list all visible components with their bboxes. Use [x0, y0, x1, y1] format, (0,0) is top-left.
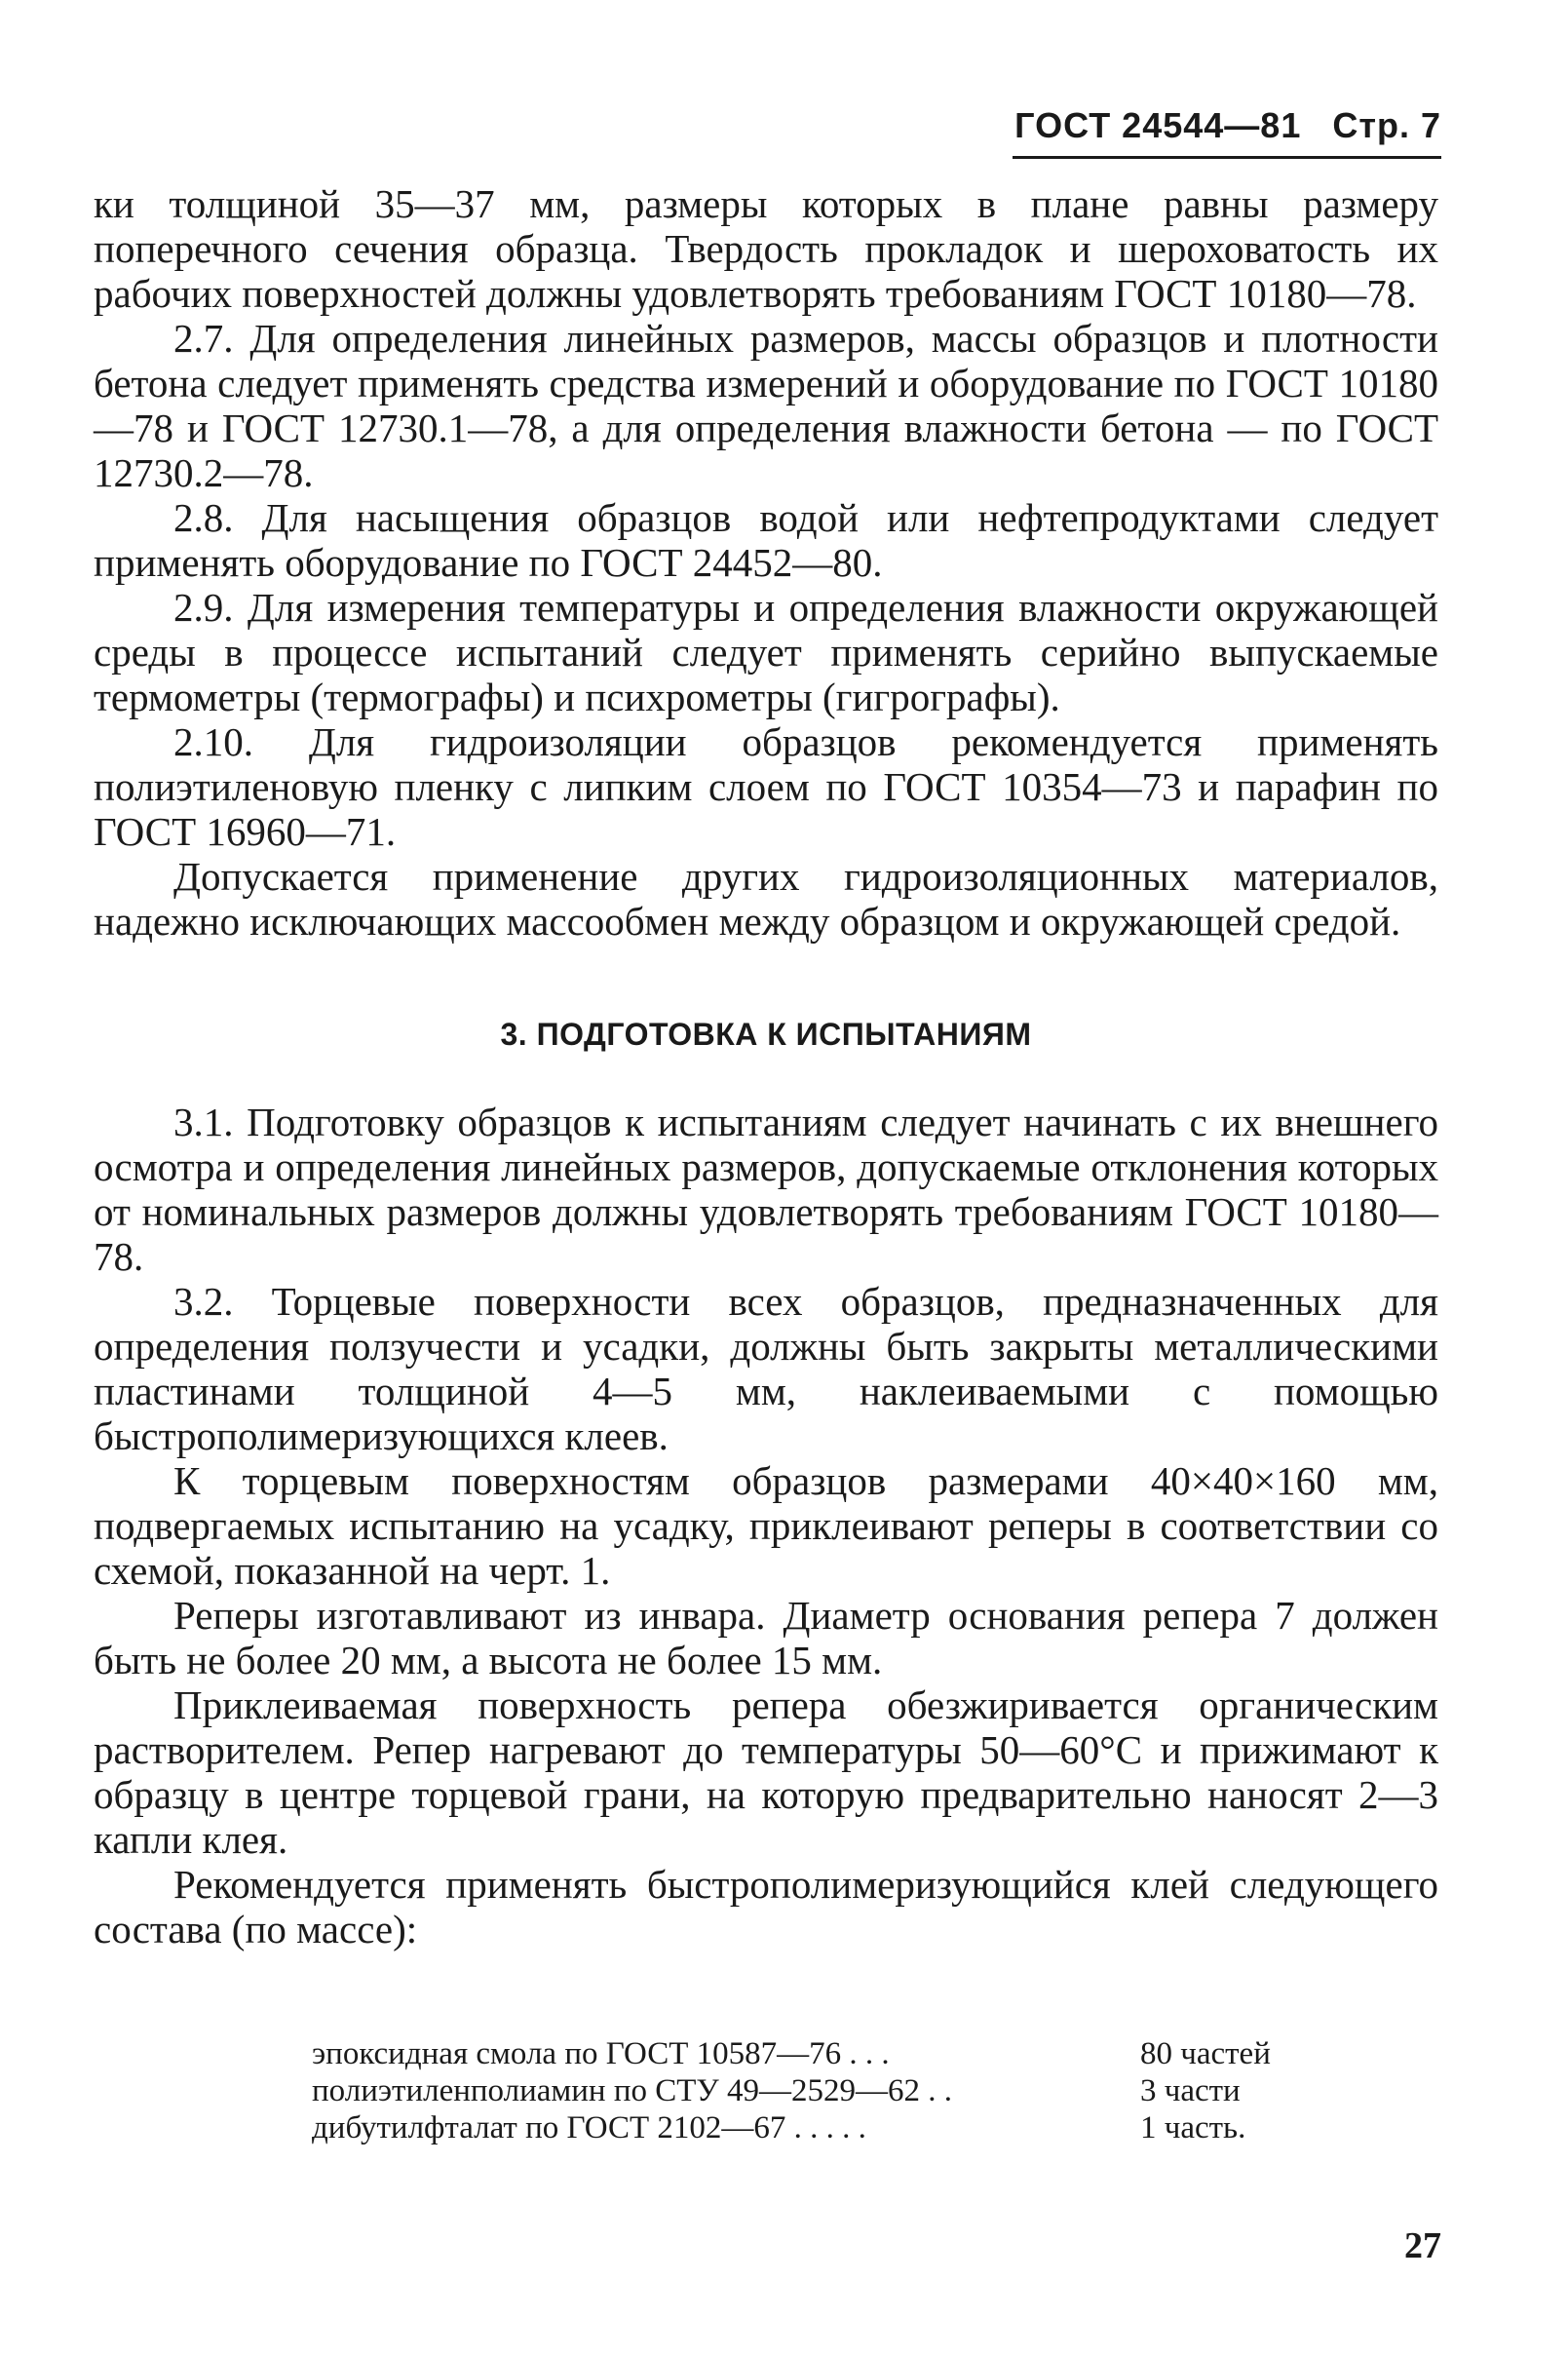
recipe-component: эпоксидная смола по ГОСТ 10587—76 . . . [312, 2036, 890, 2071]
section-title: 3. ПОДГОТОВКА К ИСПЫТАНИЯМ [500, 1017, 1032, 1052]
clause-3-2-reperes: К торцевым поверхностям образцов размерами 40×40×160 мм, подвергаемых испытанию на усадку, приклеивают реперы в соответствии со схемой, показанной на черт. 1. [94, 1458, 1438, 1593]
clause-2-10: 2.10. Для гидроизоляции образцов рекомендуется применять полиэтиленовую пленку с липким слоем по ГОСТ 10354—73 и парафин по ГОСТ 16960—71. [94, 719, 1438, 854]
recipe-component: полиэтиленполиамин по СТУ 49—2529—62 . . [312, 2073, 953, 2108]
recipe-row [312, 2035, 1433, 2072]
glue-recipe-list [312, 2035, 1433, 2146]
recipe-row [312, 2072, 1433, 2109]
recipe-amount: 1 часть. [1140, 2110, 1246, 2145]
paragraph-continuation: ки толщиной 35—37 мм, размеры которых в плане равны размеру поперечного сечения образца. Твердость прокладок и шероховатость их рабочих поверхностей должны удовлетворять требованиям ГОСТ 10180—78. [94, 181, 1438, 316]
page-number: 27 [1404, 2225, 1441, 2266]
page-label: Стр. 7 [1332, 105, 1441, 145]
body-text [94, 181, 1438, 1951]
standard-number: ГОСТ 24544—81 [1014, 105, 1302, 145]
page-header [1014, 105, 1441, 146]
recipe-amount: 80 частей [1140, 2036, 1271, 2071]
clause-2-9: 2.9. Для измерения температуры и определения влажности окружающей среды в процессе испытаний следует применять серийно выпускаемые термометры (термографы) и психрометры (гигрографы). [94, 585, 1438, 719]
clause-2-10-note: Допускается применение других гидроизоляционных материалов, надежно исключающих массообмен между образцом и окружающей средой. [94, 854, 1438, 944]
clause-3-2-invar: Реперы изготавливают из инвара. Диаметр основания репера 7 должен быть не более 20 мм, а высота не более 15 мм. [94, 1593, 1438, 1682]
clause-3-2: 3.2. Торцевые поверхности всех образцов, предназначенных для определения ползучести и усадки, должны быть закрыты металлическими пластинами толщиной 4—5 мм, наклеиваемыми с помощью быстрополимеризующихся клеев. [94, 1279, 1438, 1458]
recipe-component: дибутилфталат по ГОСТ 2102—67 . . . . . [312, 2110, 866, 2145]
recipe-amount: 3 части [1140, 2073, 1241, 2108]
clause-2-7: 2.7. Для определения линейных размеров, массы образцов и плотности бетона следует применять средства измерений и оборудование по ГОСТ 10180—78 и ГОСТ 12730.1—78, а для определения влажности бетона — по ГОСТ 12730.2—78. [94, 316, 1438, 495]
clause-3-2-gluing: Приклеиваемая поверхность репера обезжиривается органическим растворителем. Репер нагревают до температуры 50—60°С и прижимают к образцу в центре торцевой грани, на которую предварительно наносят 2—3 капли клея. [94, 1682, 1438, 1862]
recipe-row [312, 2109, 1433, 2146]
clause-2-8: 2.8. Для насыщения образцов водой или нефтепродуктами следует применять оборудование по ГОСТ 24452—80. [94, 495, 1438, 585]
clause-3-2-glue-recipe-intro: Рекомендуется применять быстрополимеризующийся клей следующего состава (по массе): [94, 1862, 1438, 1951]
header-rule [1013, 156, 1441, 159]
clause-3-1: 3.1. Подготовку образцов к испытаниям следует начинать с их внешнего осмотра и определения линейных размеров, допускаемые отклонения которых от номинальных размеров должны удовлетворять требованиям ГОСТ 10180—78. [94, 1100, 1438, 1279]
